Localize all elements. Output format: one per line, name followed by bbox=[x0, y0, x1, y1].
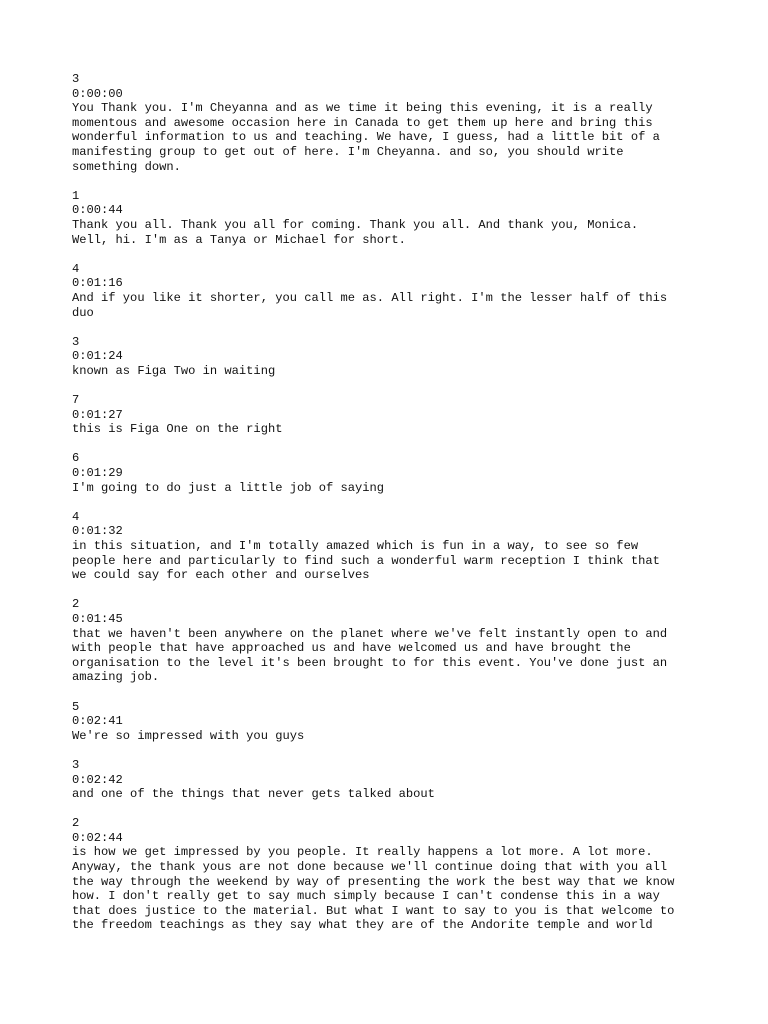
timestamp: 0:01:29 bbox=[72, 466, 123, 481]
transcript-line: organisation to the level it's been brought to for this event. You've done just an bbox=[72, 655, 668, 670]
transcript-line: known as Figa Two in waiting bbox=[72, 363, 276, 378]
transcript-entry bbox=[72, 451, 712, 495]
transcript-entries bbox=[72, 72, 712, 933]
speaker-number: 4 bbox=[72, 509, 80, 524]
transcript-line: We're so impressed with you guys bbox=[72, 728, 305, 743]
timestamp: 0:01:45 bbox=[72, 611, 123, 626]
transcript-line: with people that have approached us and have welcomed us and have brought the bbox=[72, 641, 631, 656]
transcript-line: amazing job. bbox=[72, 670, 160, 685]
transcript-entry bbox=[72, 597, 712, 685]
transcript-line: manifesting group to get out of here. I'm Cheyanna. and so, you should write bbox=[72, 144, 624, 159]
speaker-number: 4 bbox=[72, 261, 80, 276]
transcript-entry bbox=[72, 72, 712, 174]
speaker-number: 6 bbox=[72, 451, 80, 466]
transcript-entry bbox=[72, 189, 712, 247]
transcript-entry bbox=[72, 510, 712, 583]
timestamp: 0:00:44 bbox=[72, 203, 123, 218]
transcript-line: in this situation, and I'm totally amazed which is fun in a way, to see so few bbox=[72, 539, 639, 553]
timestamp: 0:01:24 bbox=[72, 349, 123, 364]
transcript-line: we could say for each other and ourselves bbox=[72, 568, 370, 583]
transcript-line: You Thank you. I'm Cheyanna and as we time it being this evening, it is a really bbox=[72, 101, 653, 116]
speaker-number: 3 bbox=[72, 72, 80, 86]
speaker-number: 3 bbox=[72, 334, 80, 349]
transcript-line: wonderful information to us and teaching. We have, I guess, had a little bit of a bbox=[72, 130, 660, 145]
transcript-entry bbox=[72, 816, 712, 933]
transcript-line: how. I don't really get to say much simply because I can't condense this in a way bbox=[72, 889, 660, 904]
transcript-line: that we haven't been anywhere on the planet where we've felt instantly open to and bbox=[72, 626, 668, 641]
transcript-line: and one of the things that never gets talked about bbox=[72, 787, 435, 802]
timestamp: 0:01:32 bbox=[72, 524, 123, 539]
transcript-line: is how we get impressed by you people. It really happens a lot more. A lot more. bbox=[72, 845, 653, 860]
speaker-number: 2 bbox=[72, 816, 80, 831]
transcript-line: this is Figa One on the right bbox=[72, 422, 283, 437]
timestamp: 0:01:27 bbox=[72, 407, 123, 422]
transcript-line: the way through the weekend by way of presenting the work the best way that we know bbox=[72, 874, 675, 889]
transcript-entry bbox=[72, 700, 712, 744]
transcript-line: Anyway, the thank yous are not done because we'll continue doing that with you all bbox=[72, 860, 668, 875]
speaker-number: 5 bbox=[72, 699, 80, 714]
speaker-number: 7 bbox=[72, 393, 80, 408]
transcript-line: momentous and awesome occasion here in Canada to get them up here and bring this bbox=[72, 115, 653, 130]
speaker-number: 3 bbox=[72, 757, 80, 772]
timestamp: 0:02:42 bbox=[72, 772, 123, 787]
transcript-entry bbox=[72, 758, 712, 802]
timestamp: 0:02:44 bbox=[72, 830, 123, 845]
transcript-line: people here and particularly to find such a wonderful warm reception I think that bbox=[72, 553, 660, 568]
transcript-line: And if you like it shorter, you call me as. All right. I'm the lesser half of this bbox=[72, 290, 668, 305]
transcript-line: something down. bbox=[72, 159, 181, 174]
transcript-page bbox=[72, 72, 712, 948]
speaker-number: 2 bbox=[72, 597, 80, 612]
transcript-entry bbox=[72, 262, 712, 320]
speaker-number: 1 bbox=[72, 188, 80, 203]
transcript-line: that does justice to the material. But what I want to say to you is that welcome to bbox=[72, 903, 675, 918]
timestamp: 0:00:00 bbox=[72, 86, 123, 101]
transcript-line: duo bbox=[72, 305, 94, 320]
transcript-line: Thank you all. Thank you all for coming. Thank you all. And thank you, Monica. bbox=[72, 217, 639, 232]
timestamp: 0:01:16 bbox=[72, 276, 123, 291]
transcript-line: the freedom teachings as they say what they are of the Andorite temple and world bbox=[72, 918, 653, 933]
transcript-entry bbox=[72, 393, 712, 437]
transcript-entry bbox=[72, 335, 712, 379]
transcript-line: I'm going to do just a little job of saying bbox=[72, 480, 385, 495]
timestamp: 0:02:41 bbox=[72, 714, 123, 729]
transcript-line: Well, hi. I'm as a Tanya or Michael for short. bbox=[72, 232, 406, 247]
